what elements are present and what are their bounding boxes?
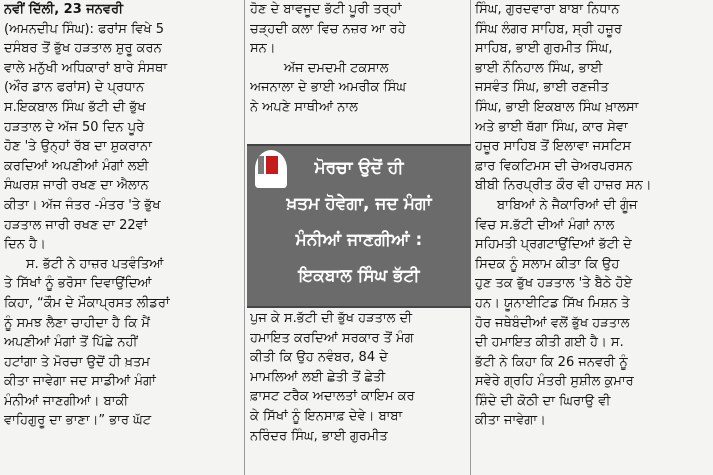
article-text-line: ਬੀਬੀ ਨਿਰਪ੍ਰੀਤ ਕੌਰ ਵੀ ਹਾਜ਼ਰ ਸਨ। bbox=[475, 178, 652, 194]
pull-quote bbox=[247, 144, 471, 308]
article-text-line: ਸਿੰਘ, ਗੁਰਦਵਾਰਾ ਬਾਬਾ ਨਿਧਾਨ bbox=[475, 2, 620, 17]
article-text-line: ਦਸੰਬਰ ਤੋਂ ਭੁੱਖ ਹੜਤਾਲ ਸ਼ੁਰੂ ਕਰਨ bbox=[4, 41, 162, 57]
article-text-line: ਹਮਾਇਤ ਕਰਦਿਆਂ ਸਰਕਾਰ ਤੋਂ ਮੰਗ bbox=[250, 330, 414, 346]
article-text-line: ਸਿਦਕ ਨੂੰ ਸਲਾਮ ਕੀਤਾ ਕਿ ਉਹ bbox=[475, 256, 620, 272]
article-text-line: (ਅਮਨਦੀਪ ਸਿੰਘ): ਫਰਾਂਸ ਵਿਖੇ 5 bbox=[4, 21, 165, 37]
article-column-2-bottom bbox=[250, 309, 468, 446]
article-text-line: ਨੇ ਅਪਣੇ ਸਾਥੀਆਂ ਨਾਲ bbox=[250, 99, 358, 115]
article-text-line: ਹੋਣ ਦੇ ਬਾਵਜੂਦ ਭੱਟੀ ਪੂਰੀ ਤਰ੍ਹਾਂ bbox=[250, 2, 402, 17]
article-text-line: ਸਨ। bbox=[250, 41, 276, 57]
article-text-line: ਹੋਣ 'ਤੇ ਉਨ੍ਹਾਂ ਰੱਬ ਦਾ ਸ਼ੁਕਰਾਨਾ bbox=[4, 139, 152, 155]
article-text-line: ਸ.ਇਕਬਾਲ ਸਿੰਘ ਭੱਟੀ ਦੀ ਭੁੱਖ bbox=[4, 99, 146, 115]
article-text-line: ਕਿਹਾ, “ਕੌਮ ਦੇ ਮੌਕਾਪ੍ਰਸਤ ਲੀਡਰਾਂ bbox=[4, 295, 170, 311]
article-text-line: ਕੀਤਾ ਜਾਵੇਗਾ। bbox=[475, 413, 546, 429]
article-text-line: ਮੰਨੀਆਂ ਜਾਣਗੀਆਂ। ਬਾਕੀ bbox=[4, 393, 129, 409]
article-text-line: ਹਜ਼ੂਰ ਸਾਹਿਬ ਤੋਂ ਇਲਾਵਾ ਜਸਟਿਸ bbox=[475, 139, 632, 155]
article-text-line: ਸਿੰਘ ਲੰਗਰ ਸਾਹਿਬ, ਸ੍ਰੀ ਹਜ਼ੂਰ bbox=[475, 21, 622, 37]
article-text-line: ਚੜ੍ਹਦੀ ਕਲਾ ਵਿਚ ਨਜ਼ਰ ਆ ਰਹੇ bbox=[250, 21, 406, 37]
article-text-line: ਸਹਿਮਤੀ ਪ੍ਰਗਟਾਉਂਦਿਆਂ ਭੱਟੀ ਦੇ bbox=[475, 237, 632, 253]
article-text-line: (ਔਰ ਡਾਨ ਫਰਾਂਸ) ਦੇ ਪ੍ਰਧਾਨ bbox=[4, 80, 145, 96]
article-text-line: ਨੂੰ ਸਮਝ ਲੈਣਾ ਚਾਹੀਦਾ ਹੈ ਕਿ ਮੈਂ bbox=[4, 315, 150, 331]
column-divider bbox=[244, 0, 245, 475]
article-text-line: ਸਿੰਘ, ਭਾਈ ਇਕਬਾਲ ਸਿੰਘ ਖ਼ਾਲਸਾ bbox=[475, 99, 639, 115]
pull-quote-line: ਮੋਰਚਾ ਉਦੋਂ ਹੀ bbox=[314, 158, 404, 178]
article-text-line: ਅਜਨਾਲਾ ਦੇ ਭਾਈ ਅਮਰੀਕ ਸਿੰਘ bbox=[250, 80, 406, 96]
dateline: ਨਵੀਂ ਦਿੱਲੀ, 23 ਜਨਵਰੀ bbox=[4, 2, 124, 17]
article-text-line: ਨਰਿੰਦਰ ਸਿੰਘ, ਭਾਈ ਗੁਰਮੀਤ bbox=[250, 428, 388, 444]
article-text-line: ਸੰਘਰਸ਼ ਜਾਰੀ ਰਖਣ ਦਾ ਐਲਾਨ bbox=[4, 178, 149, 194]
article-text-line: ਸ਼ਿੰਦੇ ਦੀ ਕੋਠੀ ਦਾ ਘਿਰਾਉ ਵੀ bbox=[475, 393, 611, 409]
article-text-line: ਸਵੇਰੇ ਗ੍ਰਹਿ ਮੰਤਰੀ ਸੁਸ਼ੀਲ ਕੁਮਾਰ bbox=[475, 374, 634, 390]
article-text-line: ਸ. ਭੱਟੀ ਨੇ ਹਾਜ਼ਰ ਪਤਵੰਤਿਆਂ bbox=[26, 256, 164, 272]
article-text-line: ਕਰਦਿਆਂ ਅਪਣੀਆਂ ਮੰਗਾਂ ਲਈ bbox=[4, 158, 149, 174]
article-text-line: ਦੀ ਹਮਾਇਤ ਕੀਤੀ ਗਈ ਹੈ। ਸ. bbox=[475, 335, 624, 351]
article-text-line: ਵਿਚ ਸ.ਭੱਟੀ ਦੀਆਂ ਮੰਗਾਂ ਨਾਲ bbox=[475, 217, 615, 233]
article-text-line: ਹੋਰ ਜਥੇਬੰਦੀਆਂ ਵਲੋਂ ਭੁੱਖ ਹੜਤਾਲ bbox=[475, 315, 630, 331]
article-text-line: ਭੱਟੀ ਨੇ ਕਿਹਾ ਕਿ 26 ਜਨਵਰੀ ਨੂੰ bbox=[475, 354, 628, 370]
article-text-line: ਕੀਤਾ। ਅੱਜ ਜੰਤਰ -ਮੰਤਰ 'ਤੇ ਭੁੱਖ bbox=[4, 197, 161, 213]
article-text-line: ਕੀਤਾ ਜਾਵੇਗਾ ਜਦ ਸਾਡੀਆਂ ਮੰਗਾਂ bbox=[4, 374, 156, 390]
article-text-line: ਅਤੇ ਭਾਈ ਥੱਗਾ ਸਿੰਘ, ਕਾਰ ਸੇਵਾ bbox=[475, 119, 628, 135]
article-text-line: ਫ਼ਾਰ ਵਿਕਟਿਮਸ ਦੀ ਚੇਅਰਪਰਸਨ bbox=[475, 158, 633, 174]
article-text-line: ਭਾਈ ਨੌਨਿਹਾਲ ਸਿੰਘ, ਭਾਈ bbox=[475, 60, 603, 76]
column-2-top-body bbox=[250, 0, 468, 118]
pull-quote-line: ਇਕਬਾਲ ਸਿੰਘ ਭੱਟੀ bbox=[298, 266, 420, 286]
article-text-line: ਵਾਹਿਗੁਰੂ ਦਾ ਭਾਣਾ।” ਭਾਰ ਘੱਟ bbox=[4, 413, 152, 429]
article-text-line: ਜਸਵੰਤ ਸਿੰਘ, ਭਾਈ ਰਣਜੀਤ bbox=[475, 80, 609, 96]
article-text-line: ਹੜਤਾਲ ਦੇ ਅੱਜ 50 ਦਿਨ ਪੂਰੇ bbox=[4, 119, 145, 135]
article-text-line: ਹੁਣ ਤਕ ਭੁੱਖ ਹੜਤਾਲ 'ਤੇ ਬੈਠੇ ਹੋਏ bbox=[475, 276, 633, 292]
article-text-line: ਕੇ ਸਿੱਖਾਂ ਨੂੰ ਇਨਸਾਫ਼ ਦੇਵੇ। ਬਾਬਾ bbox=[250, 408, 403, 424]
article-text-line: ਦਿਨ ਹੈ। bbox=[4, 237, 46, 253]
pull-quote-line: ਖ਼ਤਮ ਹੋਵੇਗਾ, ਜਦ ਮੰਗਾਂ bbox=[286, 194, 432, 214]
article-text-line: ਤੇ ਸਿੱਖਾਂ ਨੂੰ ਭਰੋਸਾ ਦਿਵਾਉਂਦਿਆਂ bbox=[4, 276, 152, 292]
column-2-bottom-body bbox=[250, 309, 468, 446]
article-text-line: ਅਪਣੀਆਂ ਮੰਗਾਂ ਤੋਂ ਪਿੱਛੇ ਨਹੀਂ bbox=[4, 335, 138, 351]
article-text-line: ਹਨ। ਯੂਨਾਈਟਿਡ ਸਿੱਖ ਮਿਸ਼ਨ ਤੇ bbox=[475, 295, 630, 311]
article-column-3 bbox=[475, 0, 709, 431]
pull-quote-text bbox=[247, 146, 471, 294]
article-text-line: ਹੜਤਾਲ ਜਾਰੀ ਰਖਣ ਦਾ 22ਵਾਂ bbox=[4, 217, 148, 233]
article-text-line: ਸਾਹਿਬ, ਭਾਈ ਗੁਰਮੀਤ ਸਿੰਘ, bbox=[475, 41, 613, 57]
article-text-line: ਕੀਤੀ ਕਿ ਉਹ ਨਵੰਬਰ, 84 ਦੇ bbox=[250, 350, 388, 366]
article-text-line: ਪੁਜ ਕੇ ਸ.ਭੱਟੀ ਦੀ ਭੁੱਖ ਹੜਤਾਲ ਦੀ bbox=[250, 311, 413, 326]
article-text-line: ਫ਼ਾਸਟ ਟਰੈਕ ਅਦਾਲਤਾਂ ਕਾਇਮ ਕਰ bbox=[250, 389, 415, 405]
column-3-body bbox=[475, 0, 709, 431]
article-text-line: ਅੱਜ ਦਮਦਮੀ ਟਕਸਾਲ bbox=[284, 60, 389, 76]
article-text-line: ਬਾਬਿਆਂ ਨੇ ਜੈਕਾਰਿਆਂ ਦੀ ਗੂੰਜ bbox=[497, 197, 638, 213]
column-1-body bbox=[4, 20, 241, 431]
article-text-line: ਵਾਲੇ ਮਨੁੱਖੀ ਅਧਿਕਾਰਾਂ ਬਾਰੇ ਸੰਸਥਾ bbox=[4, 60, 168, 76]
pull-quote-line: ਮੰਨੀਆਂ ਜਾਣਗੀਆਂ : bbox=[295, 230, 423, 250]
article-column-1 bbox=[4, 0, 241, 431]
article-text-line: ਹਟਾਂਗਾ ਤੇ ਮੋਰਚਾ ਉਦੋਂ ਹੀ ਖ਼ਤਮ bbox=[4, 354, 150, 370]
article-text-line: ਮਾਮਲਿਆਂ ਲਈ ਛੇਤੀ ਤੋਂ ਛੇਤੀ bbox=[250, 369, 386, 385]
article-column-2 bbox=[250, 0, 468, 118]
